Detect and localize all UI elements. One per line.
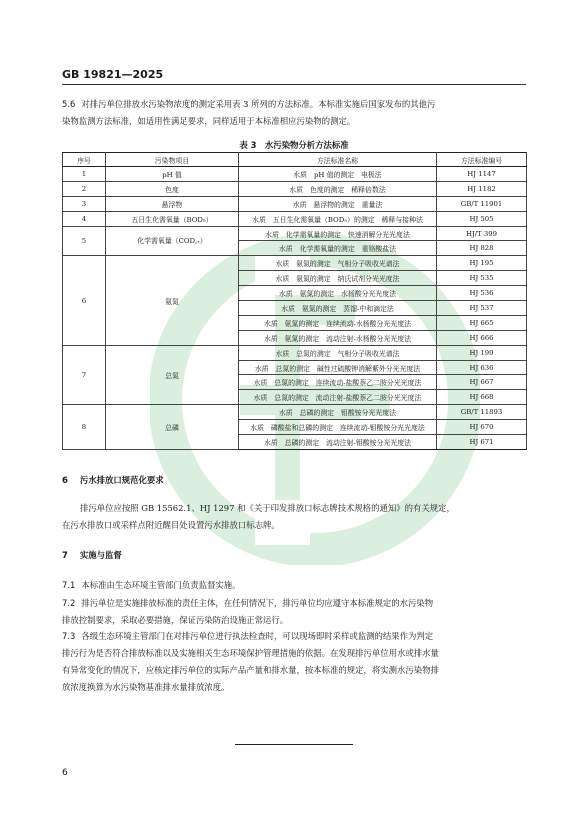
method-code: HJ 668 bbox=[437, 390, 527, 405]
clause-text-line: 排放控制要求，采取必要措施，保证污染防治设施正常运行。 bbox=[62, 615, 289, 625]
clause-7-1 bbox=[62, 577, 526, 594]
clause-number: 7.2 bbox=[62, 598, 76, 608]
row-number: 8 bbox=[63, 405, 106, 450]
table-title: 表 3 水污染物分析方法标准 bbox=[239, 140, 349, 150]
table-row bbox=[63, 181, 527, 196]
pollutant-item: 总氮 bbox=[106, 345, 239, 405]
row-number: 6 bbox=[63, 256, 106, 345]
column-header: 方法标准编号 bbox=[437, 153, 527, 167]
method-name: 水质 氨氮的测定 流动注射-水杨酸分光光度法 bbox=[239, 330, 437, 345]
row-number: 7 bbox=[63, 345, 106, 405]
section-number: 7 bbox=[62, 550, 68, 560]
page-number: 6 bbox=[62, 768, 68, 778]
method-code: GB/T 11893 bbox=[437, 405, 527, 420]
clause-text-line: 放浓度换算为水污染物基准排水量排放浓度。 bbox=[62, 682, 230, 692]
column-header: 方法标准名称 bbox=[239, 153, 437, 167]
method-name: 水质 化学需氧量的测定 快速消解分光光度法 bbox=[239, 226, 437, 241]
pollutant-item: 五日生化需氧量（BOD₅） bbox=[106, 211, 239, 226]
method-name: 水质 氨氮的测定 蒸馏-中和滴定法 bbox=[239, 301, 437, 316]
method-code: HJ 537 bbox=[437, 301, 527, 316]
clause-5-6 bbox=[62, 96, 526, 130]
table-row bbox=[63, 405, 527, 420]
method-name: 水质 五日生化需氧量（BOD₅）的测定 稀释与接种法 bbox=[239, 211, 437, 226]
section-title: 实施与监督 bbox=[79, 550, 122, 560]
row-number: 4 bbox=[63, 211, 106, 226]
pollutant-item: 氨氮 bbox=[106, 256, 239, 345]
table-row bbox=[63, 226, 527, 241]
method-name: 水质 氨氮的测定 气相分子吸收光谱法 bbox=[239, 256, 437, 271]
pollutant-item: 总磷 bbox=[106, 405, 239, 450]
clause-7-2 bbox=[62, 595, 526, 629]
method-name: 水质 总氮的测定 气相分子吸收光谱法 bbox=[239, 345, 437, 360]
section-title: 污水排放口规范化要求 bbox=[79, 475, 164, 485]
method-name: 水质 总氮的测定 碱性过硫酸钾消解紫外分光光度法 bbox=[239, 360, 437, 375]
method-code: HJ 1182 bbox=[437, 181, 527, 196]
table-row bbox=[63, 345, 527, 360]
method-name: 水质 氨氮的测定 连续流动-水杨酸分光光度法 bbox=[239, 315, 437, 330]
method-code: GB/T 11901 bbox=[437, 196, 527, 211]
method-code: HJ/T 399 bbox=[437, 226, 527, 241]
column-header: 污染物项目 bbox=[106, 153, 239, 167]
method-name: 水质 磷酸盐和总磷的测定 连续流动-钼酸铵分光光度法 bbox=[239, 420, 437, 435]
method-code: HJ 535 bbox=[437, 271, 527, 286]
table-row bbox=[63, 211, 527, 226]
paragraph-line: 在污水排放口或采样点附近醒目处设置污水排放口标志牌。 bbox=[62, 520, 280, 530]
table-header-row bbox=[63, 153, 527, 167]
method-name: 水质 pH 值的测定 电极法 bbox=[239, 167, 437, 182]
method-name: 水质 总氮的测定 流动注射-盐酸萘乙二胺分光光度法 bbox=[239, 390, 437, 405]
paragraph-line: 排污单位应按照 GB 15562.1、HJ 1297 和《关于印发排放口标志牌技术规格的通知》的有关规定， bbox=[80, 503, 455, 513]
clause-number: 7.1 bbox=[62, 580, 76, 590]
row-number: 1 bbox=[63, 167, 106, 182]
clause-text-line: 各级生态环境主管部门在对排污单位进行执法检查时，可以现场即时采样或监测的结果作为判定 bbox=[81, 631, 434, 641]
method-name: 水质 化学需氧量的测定 重铬酸盐法 bbox=[239, 241, 437, 256]
column-header: 序号 bbox=[63, 153, 106, 167]
method-code: HJ 671 bbox=[437, 435, 527, 450]
clause-text-line: 有异常变化的情况下，应核定排污单位的实际产品产量和排水量，按本标准的规定，将实测水污染物排 bbox=[62, 665, 439, 675]
method-name: 水质 悬浮物的测定 重量法 bbox=[239, 196, 437, 211]
pollutant-item: pH 值 bbox=[106, 167, 239, 182]
method-code: HJ 505 bbox=[437, 211, 527, 226]
method-code: HJ 1147 bbox=[437, 167, 527, 182]
method-name: 水质 氨氮的测定 水杨酸分光光度法 bbox=[239, 286, 437, 301]
end-rule bbox=[235, 744, 353, 745]
method-code: HJ 667 bbox=[437, 375, 527, 390]
pollutant-item: 悬浮物 bbox=[106, 196, 239, 211]
table-row bbox=[63, 256, 527, 271]
method-code: HJ 666 bbox=[437, 330, 527, 345]
method-name: 水质 总磷的测定 流动注射-钼酸铵分光光度法 bbox=[239, 435, 437, 450]
method-name: 水质 氨氮的测定 纳氏试剂分光光度法 bbox=[239, 271, 437, 286]
clause-text-line: 排污单位是实施排放标准的责任主体，在任何情况下，排污单位均应遵守本标准规定的水污染物 bbox=[81, 598, 434, 608]
clause-text-line: 本标准由生态环境主管部门负责监督实施。 bbox=[81, 580, 241, 590]
section-7-heading bbox=[62, 549, 122, 561]
table-row bbox=[63, 196, 527, 211]
row-number: 3 bbox=[63, 196, 106, 211]
method-name: 水质 总磷的测定 钼酸铵分光光度法 bbox=[239, 405, 437, 420]
clause-text-line: 染物监测方法标准，如适用性满足要求，同样适用于本标准相应污染物的测定。 bbox=[62, 116, 356, 126]
row-number: 2 bbox=[63, 181, 106, 196]
method-code: HJ 199 bbox=[437, 345, 527, 360]
header-rule bbox=[62, 84, 526, 85]
method-code: HJ 636 bbox=[437, 360, 527, 375]
method-name: 水质 总氮的测定 连续流动-盐酸萘乙二胺分光光度法 bbox=[239, 375, 437, 390]
clause-7-3 bbox=[62, 628, 526, 696]
pollutant-item: 色度 bbox=[106, 181, 239, 196]
clause-text-line: 对排污单位排放水污染物浓度的测定采用表 3 所列的方法标准。本标准实施后国家发布的其他污 bbox=[81, 99, 436, 109]
method-code: HJ 828 bbox=[437, 241, 527, 256]
method-name: 水质 色度的测定 稀释倍数法 bbox=[239, 181, 437, 196]
method-code: HJ 665 bbox=[437, 315, 527, 330]
method-code: HJ 670 bbox=[437, 420, 527, 435]
pollutant-item: 化学需氧量（COD꜀ᵣ） bbox=[106, 226, 239, 256]
method-code: HJ 195 bbox=[437, 256, 527, 271]
method-standards-table bbox=[62, 152, 527, 450]
method-code: HJ 536 bbox=[437, 286, 527, 301]
table-row bbox=[63, 167, 527, 182]
section-6-heading bbox=[62, 474, 164, 486]
section-number: 6 bbox=[62, 475, 68, 485]
clause-number: 7.3 bbox=[62, 631, 76, 641]
row-number: 5 bbox=[63, 226, 106, 256]
section-6-paragraph bbox=[62, 500, 526, 534]
clause-text-line: 排污行为是否符合排放标准以及实施相关生态环境保护管理措施的依据。在发现排污单位用水或排水量 bbox=[62, 648, 439, 658]
clause-number: 5.6 bbox=[62, 99, 76, 109]
standard-number-header: GB 19821—2025 bbox=[62, 68, 164, 81]
